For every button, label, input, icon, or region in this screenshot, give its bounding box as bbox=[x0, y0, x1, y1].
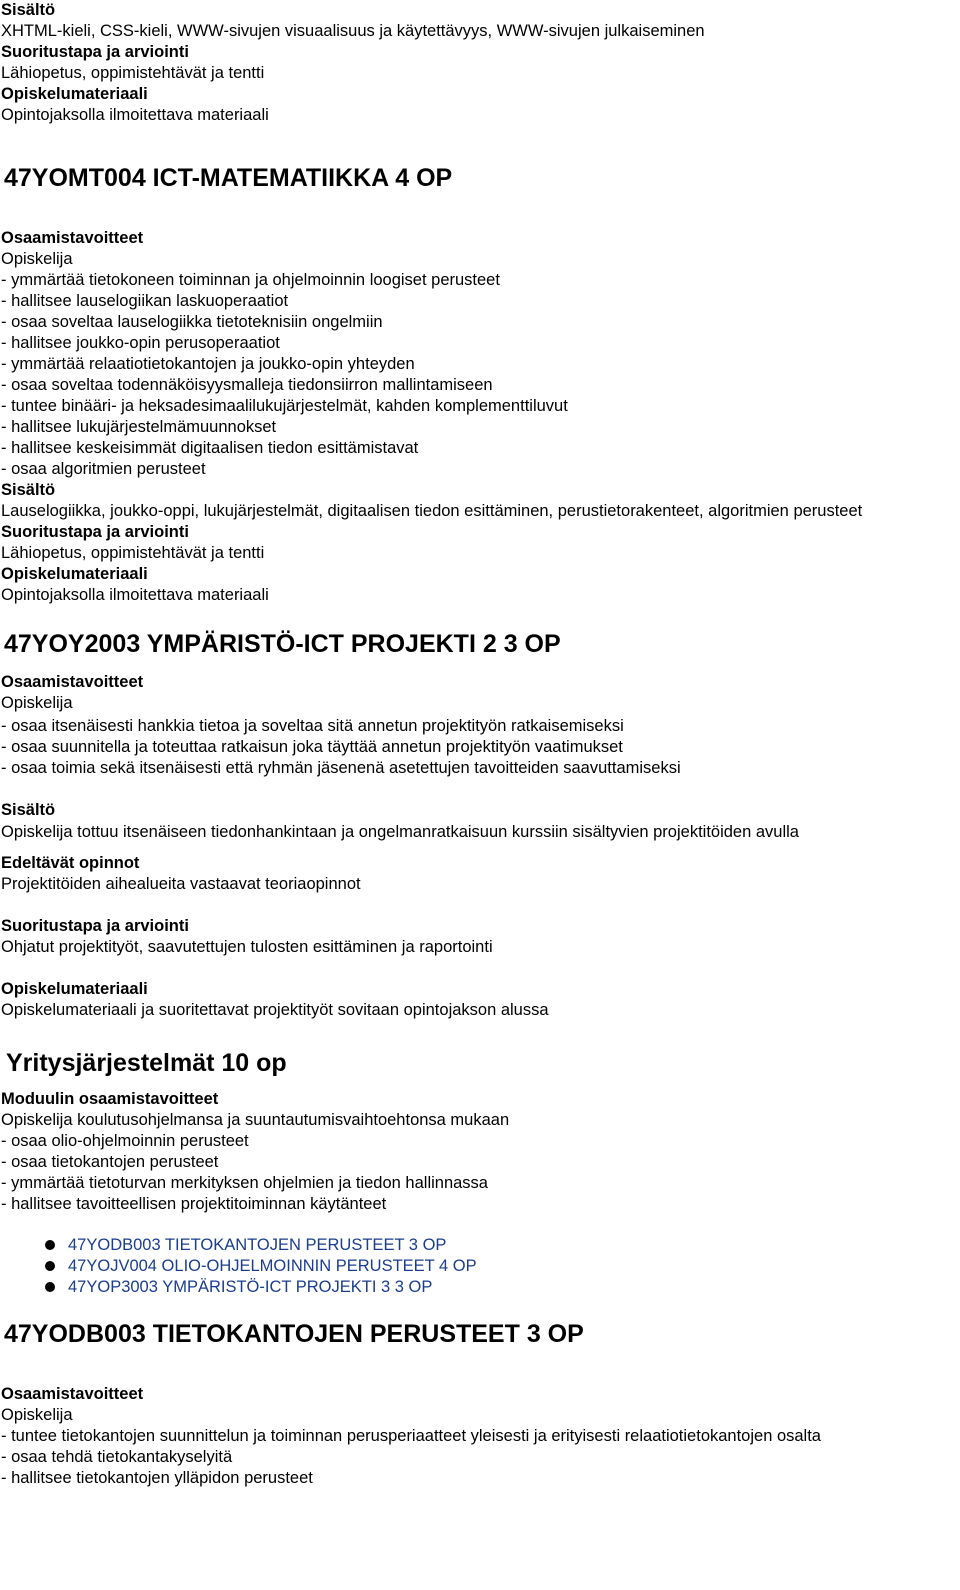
heading-osaamistavoitteet: Osaamistavoitteet bbox=[1, 229, 144, 247]
heading-moduulin-osaamistavoitteet: Moduulin osaamistavoitteet bbox=[1, 1090, 219, 1108]
course-title: 47YOY2003 YMPÄRISTÖ-ICT PROJEKTI 2 3 OP bbox=[4, 630, 561, 658]
heading-suoritustapa: Suoritustapa ja arviointi bbox=[1, 43, 189, 61]
course-link-tietokantojen-perusteet[interactable]: 47YODB003 TIETOKANTOJEN PERUSTEET 3 OP bbox=[68, 1236, 447, 1254]
heading-sisalto: Sisältö bbox=[1, 481, 56, 499]
goal-item: - hallitsee keskeisimmät digitaalisen tiedon esittämistavat bbox=[1, 439, 419, 457]
bullet-icon bbox=[45, 1261, 55, 1271]
course-link-item bbox=[1, 1256, 960, 1277]
sisalto-text: Opiskelija tottuu itsenäiseen tiedonhankintaan ja ongelmanratkaisuun kurssiin sisältyvien projektitöiden avulla bbox=[1, 823, 799, 841]
course-title: 47YODB003 TIETOKANTOJEN PERUSTEET 3 OP bbox=[4, 1320, 584, 1348]
course-link-list bbox=[1, 1235, 960, 1298]
opiskelija-label: Opiskelija bbox=[1, 694, 73, 712]
goal-item: - osaa tehdä tietokantakyselyitä bbox=[1, 1448, 233, 1466]
goal-item: - ymmärtää relaatiotietokantojen ja joukko-opin yhteyden bbox=[1, 355, 415, 373]
opiskelija-label: Opiskelija bbox=[1, 1406, 73, 1424]
goal-item: - ymmärtää tietoturvan merkityksen ohjelmien ja tiedon hallinnassa bbox=[1, 1174, 488, 1192]
suoritustapa-text: Ohjatut projektityöt, saavutettujen tulosten esittäminen ja raportointi bbox=[1, 938, 493, 956]
opiskelumateriaali-text: Opintojaksolla ilmoitettava materiaali bbox=[1, 106, 269, 124]
goal-item: - hallitsee tietokantojen ylläpidon perusteet bbox=[1, 1469, 313, 1487]
heading-suoritustapa: Suoritustapa ja arviointi bbox=[1, 917, 189, 935]
goal-item: - hallitsee lukujärjestelmämuunnokset bbox=[1, 418, 277, 436]
course-link-ymparisto-ict-projekti-3[interactable]: 47YOP3003 YMPÄRISTÖ-ICT PROJEKTI 3 3 OP bbox=[68, 1278, 433, 1296]
goal-item: - tuntee binääri- ja heksadesimaalilukujärjestelmät, kahden komplementtiluvut bbox=[1, 397, 568, 415]
course-link-olio-ohjelmoinnin-perusteet[interactable]: 47YOJV004 OLIO-OHJELMOINNIN PERUSTEET 4 OP bbox=[68, 1257, 477, 1275]
course-ymparisto-ict-projekti-2 bbox=[1, 629, 960, 1021]
goal-item: - osaa suunnitella ja toteuttaa ratkaisun joka täyttää annetun projektityön vaatimukset bbox=[1, 738, 623, 756]
heading-opiskelumateriaali: Opiskelumateriaali bbox=[1, 980, 148, 998]
course-link-item bbox=[1, 1277, 960, 1298]
sisalto-text: XHTML-kieli, CSS-kieli, WWW-sivujen visuaalisuus ja käytettävyys, WWW-sivujen julkaiseminen bbox=[1, 22, 705, 40]
goal-item: - osaa olio-ohjelmoinnin perusteet bbox=[1, 1132, 249, 1150]
heading-suoritustapa: Suoritustapa ja arviointi bbox=[1, 523, 189, 541]
goal-item: - osaa algoritmien perusteet bbox=[1, 460, 206, 478]
suoritustapa-text: Lähiopetus, oppimistehtävät ja tentti bbox=[1, 544, 265, 562]
goal-item: - hallitsee tavoitteellisen projektitoiminnan käytänteet bbox=[1, 1195, 387, 1213]
goal-item: - osaa soveltaa lauselogiikka tietoteknisiin ongelmiin bbox=[1, 313, 383, 331]
heading-sisalto: Sisältö bbox=[1, 801, 56, 819]
goal-item: - osaa tietokantojen perusteet bbox=[1, 1153, 219, 1171]
goal-item: - osaa soveltaa todennäköisyysmalleja tiedonsiirron mallintamiseen bbox=[1, 376, 493, 394]
heading-osaamistavoitteet: Osaamistavoitteet bbox=[1, 1385, 144, 1403]
module-title: Yritysjärjestelmät 10 op bbox=[6, 1049, 287, 1077]
heading-sisalto: Sisältö bbox=[1, 1, 56, 19]
heading-opiskelumateriaali: Opiskelumateriaali bbox=[1, 565, 148, 583]
course-link-item bbox=[1, 1235, 960, 1256]
heading-edeltavat-opinnot: Edeltävät opinnot bbox=[1, 854, 140, 872]
goal-item: - hallitsee joukko-opin perusoperaatiot bbox=[1, 334, 280, 352]
goal-item: - osaa toimia sekä itsenäisesti että ryhmän jäsenenä asetettujen tavoitteiden saavuttamiseksi bbox=[1, 759, 681, 777]
opiskelumateriaali-text: Opintojaksolla ilmoitettava materiaali bbox=[1, 586, 269, 604]
goal-item: - tuntee tietokantojen suunnittelun ja toiminnan perusperiaatteet yleisesti ja erityisesti relaatiotietokantojen osalta bbox=[1, 1427, 821, 1445]
opiskelija-label: Opiskelija bbox=[1, 250, 73, 268]
sisalto-text: Lauselogiikka, joukko-oppi, lukujärjestelmät, digitaalisen tiedon esittäminen, perustietorakenteet, algoritmien perusteet bbox=[1, 502, 863, 520]
bullet-icon bbox=[45, 1240, 55, 1250]
opiskelumateriaali-text: Opiskelumateriaali ja suoritettavat projektityöt sovitaan opintojakson alussa bbox=[1, 1001, 549, 1019]
course-tietokantojen-perusteet bbox=[1, 1319, 960, 1489]
bullet-icon bbox=[45, 1282, 55, 1292]
course-title: 47YOMT004 ICT-MATEMATIIKKA 4 OP bbox=[4, 164, 453, 192]
heading-osaamistavoitteet: Osaamistavoitteet bbox=[1, 673, 144, 691]
goal-item: - osaa itsenäisesti hankkia tietoa ja soveltaa sitä annetun projektityön ratkaisemiseksi bbox=[1, 717, 624, 735]
edeltavat-opinnot-text: Projektitöiden aihealueita vastaavat teoriaopinnot bbox=[1, 875, 361, 893]
course-ict-matematiikka bbox=[1, 163, 960, 606]
suoritustapa-text: Lähiopetus, oppimistehtävät ja tentti bbox=[1, 64, 265, 82]
goal-item: - ymmärtää tietokoneen toiminnan ja ohjelmoinnin loogiset perusteet bbox=[1, 271, 500, 289]
heading-opiskelumateriaali: Opiskelumateriaali bbox=[1, 85, 148, 103]
section-intro bbox=[1, 0, 960, 126]
goal-item: - hallitsee lauselogiikan laskuoperaatiot bbox=[1, 292, 289, 310]
module-intro: Opiskelija koulutusohjelmansa ja suuntautumisvaihtoehtonsa mukaan bbox=[1, 1111, 510, 1129]
module-yritysjarjestelmat bbox=[1, 1048, 960, 1298]
